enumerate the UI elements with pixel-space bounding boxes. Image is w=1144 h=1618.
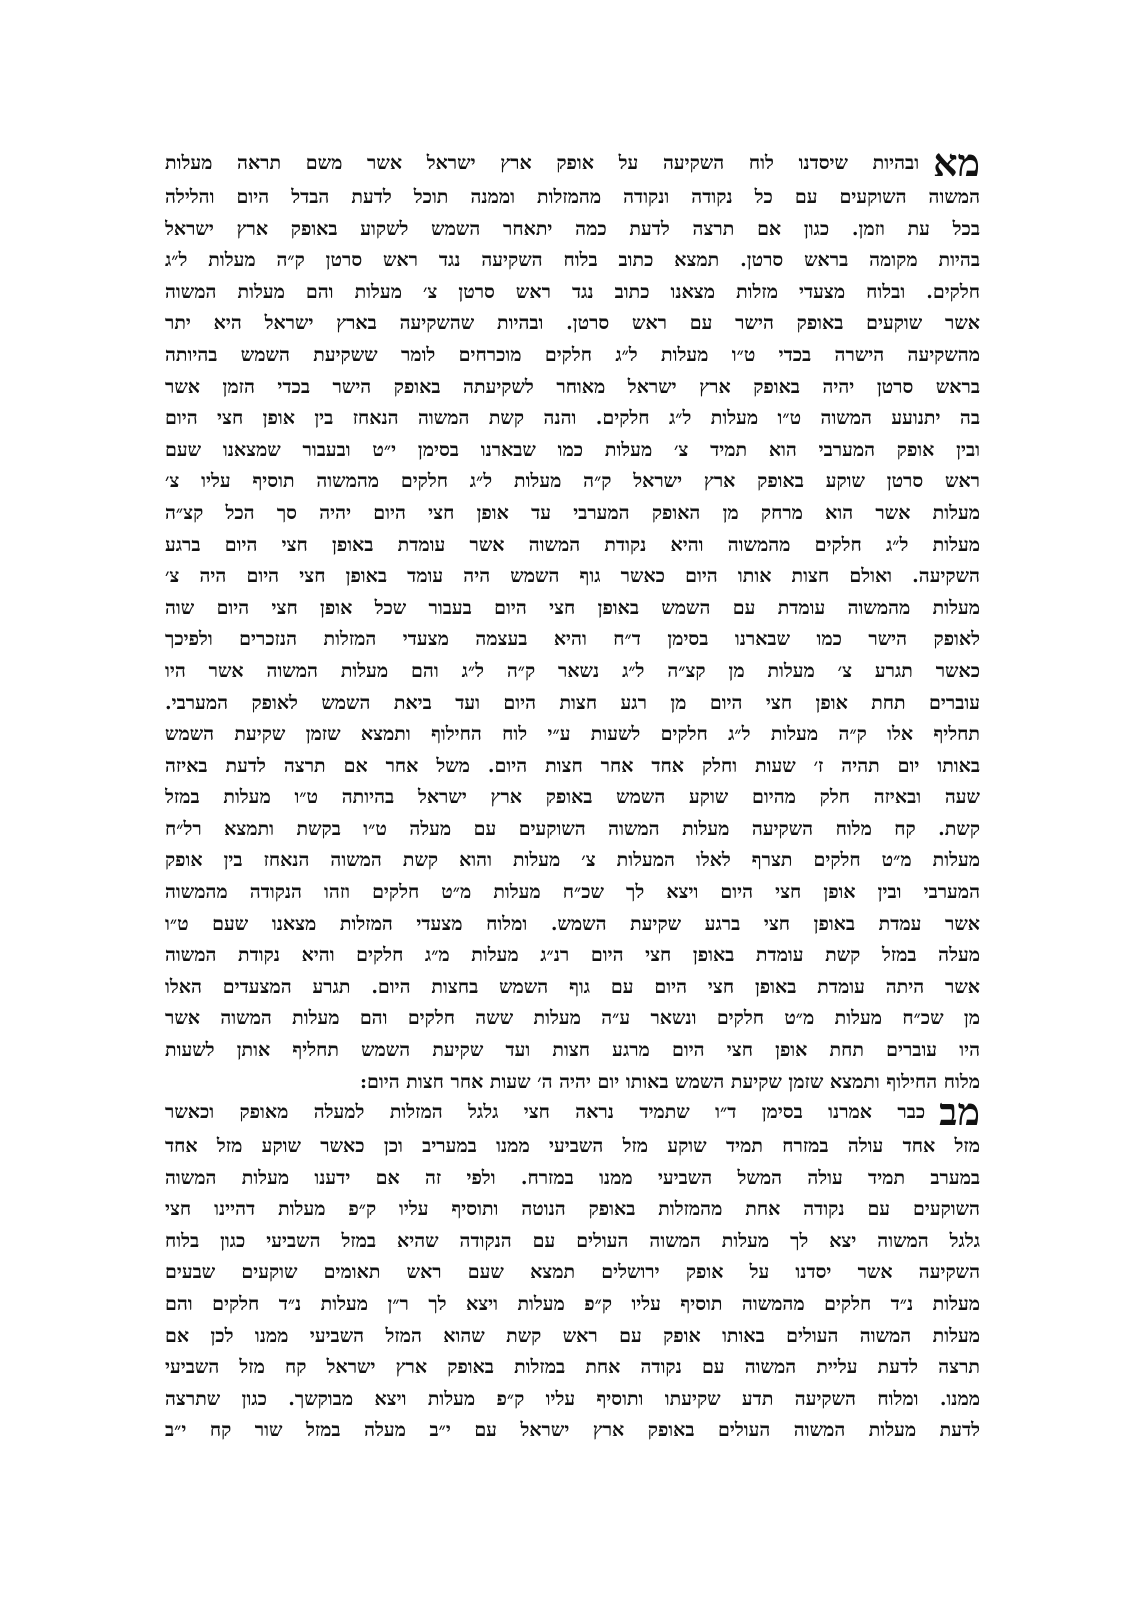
paragraph-line: תחליף אלו ק״ה מעלות ל״ג חלקים לשעות ע״י לוח החילוף ותמצא שזמן שקיעת השמש [165,723,980,746]
paragraph-line: עוברים תחת אופן חצי היום מן רגע חצות היום ועד ביאת השמש לאופק המערבי. [165,691,980,714]
section-first-line [165,140,980,185]
paragraph-line: מעלות מ״ט חלקים תצרף לאלו המעלות צ׳ מעלות והוא קשת המשוה הנאחז בין אופק [165,849,980,872]
paragraph-line: מלוח החילוף ותמצא שזמן שקיעת השמש באותו יום יהיה ה׳ שעות אחר חצות היום: [360,1070,980,1093]
paragraph-line: השוקעים עם נקודה אחת מהמזלות באופק הנוטה ותוסיף עליו ק״פ מעלות דהיינו חצי [165,1198,980,1221]
section-first-line [165,1089,980,1134]
paragraph-line: היו עוברים תחת אופן חצי היום מרגע חצות ועד שקיעת השמש תחליף אותן לשעות [165,1039,980,1062]
paragraph-line: השקיעה אשר יסדנו על אופק ירושלים תמצא שעם ראש תאומים שוקעים שבעים [165,1261,980,1284]
paragraph-line: מן שכ״ח מעלות מ״ט חלקים ונשאר ע״ה מעלות ששה חלקים והם מעלות המשוה אשר [165,1007,980,1030]
paragraph-line: מהשקיעה הישרה בכדי ט״ו מעלות ל״ג חלקים מוכרחים לומר ששקיעת השמש בהיותה [165,343,980,366]
paragraph-line: ובהיות שיסדנו לוח השקיעה על אופק ארץ ישראל אשר משם תראה מעלות [165,152,920,174]
paragraph-line: כבר אמרנו בסימן ד״ו שתמיד נראה חצי גלגל המזלות למעלה מאופק וכאשר [165,1101,926,1123]
paragraph-line: שעה ובאיזה חלק מהיום שוקע השמש באופק ארץ ישראל בהיותה ט״ו מעלות במזל [165,786,980,809]
paragraph-line: בהיות מקומה בראש סרטן. תמצא כתוב בלוח השקיעה נגד ראש סרטן ק״ה מעלות ל״ג [165,249,980,272]
paragraph-line: גלגל המשוה יצא לך מעלות המשוה העולים עם הנקודה שהיא במזל השביעי כגון בלוח [165,1229,980,1252]
paragraph-line: לדעת מעלות המשוה העולים באופק ארץ ישראל עם י״ב מעלה במזל שור קח י״ב [165,1419,980,1442]
paragraph-line: מעלות מהמשוה עומדת עם השמש באופן חצי היום בעבור שכל אופן חצי היום שוה [165,596,980,619]
paragraph-line: קשת. קח מלוח השקיעה מעלות המשוה השוקעים עם מעלה ט״ו בקשת ותמצא רל״ח [165,817,980,840]
paragraph-line: לאופק הישר כמו שבארנו בסימן ד״ח והיא בעצמה מצעדי המזלות הנזכרים ולפיכך [165,628,980,651]
section-body [165,182,980,1098]
paragraph-line: כאשר תגרע צ׳ מעלות מן קצ״ה ל״ג נשאר ק״ה ל״ג והם מעלות המשוה אשר היו [165,659,980,682]
paragraph-line: ראש סרטן שוקע באופק ארץ ישראל ק״ה מעלות ל״ג חלקים מהמשוה תוסיף עליו צ׳ [165,470,980,493]
paragraph-line: חלקים. ובלוח מצעדי מזלות מצאנו כתוב נגד ראש סרטן צ׳ מעלות והם מעלות המשוה [165,280,980,303]
paragraph-line: המערבי ובין אופן חצי היום ויצא לך שכ״ח מעלות מ״ט חלקים וזהו הנקודה מהמשוה [165,881,980,904]
paragraph-line: השקיעה. ואולם חצות אותו היום כאשר גוף השמש היה עומד באופן חצי היום היה צ׳ [165,565,980,588]
paragraph-line: מעלות אשר הוא מרחק מן האופק המערבי עד אופן חצי היום יהיה סך הכל קצ״ה [165,501,980,524]
section-body [165,1131,980,1447]
paragraph-line: מזל אחד עולה במזרח תמיד שוקע מזל השביעי ממנו במעריב וכן כאשר שוקע מזל אחד [165,1135,980,1157]
paragraph-line: ובין אופק המערבי הוא תמיד צ׳ מעלות כמו שבארנו בסימן י״ט ובעבור שמצאנו שעם [165,438,980,461]
section-number-heading: מב [939,1089,980,1134]
paragraph-line: בכל עת וזמן. כגון אם תרצה לדעת כמה יתאחר השמש לשקוע באופק ארץ ישראל [165,217,980,240]
paragraph-line: אשר שוקעים באופק הישר עם ראש סרטן. ובהיות שהשקיעה בארץ ישראל היא יתר [165,312,980,335]
paragraph-line: מעלות נ״ד חלקים מהמשוה תוסיף עליו ק״פ מעלות ויצא לך ר״ן מעלות נ״ד חלקים והם [165,1292,980,1315]
paragraph-line: בראש סרטן יהיה באופק ארץ ישראל מאוחר לשקיעתה באופק הישר בכדי הזמן אשר [165,375,980,398]
paragraph-line: מעלה במזל קשת עומדת באופן חצי היום רנ״ג מעלות מ״ג חלקים והיא נקודת המשוה [165,944,980,967]
paragraph-line: בה יתנועע המשוה ט״ו מעלות ל״ג חלקים. והנה קשת המשוה הנאחז בין אופן חצי היום [165,407,980,430]
paragraph-line: המשוה השוקעים עם כל נקודה ונקודה מהמזלות וממנה תוכל לדעת הבדל היום והלילה [165,186,980,208]
section-number-heading: מא [933,140,980,185]
paragraph-line: באותו יום תהיה ז׳ שעות וחלק אחד אחר חצות היום. משל אחר אם תרצה לדעת באיזה [165,754,980,777]
section-41 [165,140,980,1098]
section-42 [165,1089,980,1447]
paragraph-line: במערב תמיד עולה המשל השביעי ממנו במזרח. ולפי זה אם ידענו מעלות המשוה [165,1166,980,1189]
paragraph-line: אשר היתה עומדת באופן חצי היום עם גוף השמש בחצות היום. תגרע המצעדים האלו [165,975,980,998]
paragraph-line: אשר עמדת באופן חצי ברגע שקיעת השמש. ומלוח מצעדי המזלות מצאנו שעם ט״ו [165,912,980,935]
paragraph-line: מעלות המשוה העולים באותו אופק עם ראש קשת שהוא המזל השביעי ממנו לכן אם [165,1324,980,1347]
paragraph-line: מעלות ל״ג חלקים מהמשוה והיא נקודת המשוה אשר עומדת באופן חצי היום ברגע [165,533,980,556]
paragraph-line: תרצה לדעת עליית המשוה עם נקודה אחת במזלות באופק ארץ ישראל קח מזל השביעי [165,1356,980,1379]
paragraph-line: ממנו. ומלוח השקיעה תדע שקיעתו ותוסיף עליו ק״פ מעלות ויצא מבוקשך. כגון שתרצה [165,1387,980,1410]
